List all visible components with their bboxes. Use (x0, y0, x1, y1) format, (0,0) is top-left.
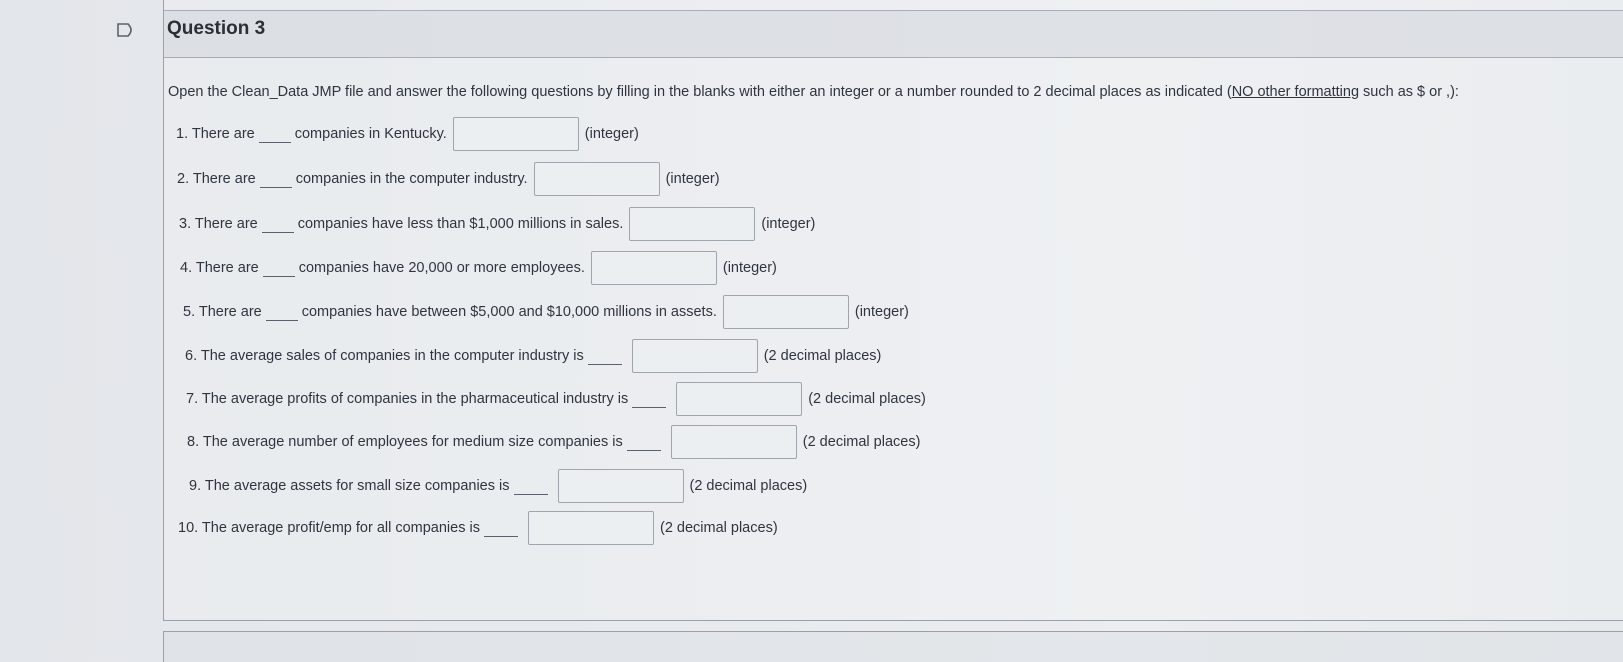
question-title: Question 3 (167, 18, 266, 39)
item-text: companies in the computer industry. (295, 171, 528, 187)
answer-input-8[interactable] (671, 425, 797, 459)
answer-input-5[interactable] (723, 295, 849, 329)
blank-line (588, 354, 622, 365)
item-text: 9. The average assets for small size companies is (189, 478, 510, 494)
item-hint: (integer) (761, 216, 816, 232)
item-hint: (2 decimal places) (763, 348, 882, 364)
item-text: 10. The average profit/emp for all companies is (178, 520, 480, 536)
item-text: companies have between $5,000 and $10,000 millions in assets. (301, 304, 717, 320)
answer-input-4[interactable] (591, 251, 717, 285)
item-hint: (integer) (722, 260, 777, 276)
question-item-2 (177, 161, 720, 197)
item-number: 4. There are (180, 260, 259, 276)
item-text: 7. The average profits of companies in the pharmaceutical industry is (186, 391, 629, 407)
instructions-lead: Open the Clean_Data JMP file and answer the following questions by filling in the blanks with either an integer or a number rounded to 2 decimal places as indicated ( (168, 84, 1232, 100)
next-question-card (163, 631, 1623, 662)
answer-input-3[interactable] (629, 207, 755, 241)
item-text: 6. The average sales of companies in the computer industry is (185, 348, 584, 364)
blank-line (262, 222, 294, 233)
blank-line (260, 177, 292, 188)
question-item-10 (178, 510, 778, 546)
blank-line (632, 397, 666, 408)
item-number: 2. There are (177, 171, 256, 187)
answer-input-2[interactable] (534, 162, 660, 196)
answer-input-1[interactable] (453, 117, 579, 151)
question-item-5 (183, 294, 909, 330)
question-instructions (168, 84, 1459, 100)
question-item-7 (186, 381, 926, 417)
question-card (163, 0, 1623, 621)
item-hint: (2 decimal places) (808, 391, 926, 407)
question-item-1 (176, 116, 639, 152)
item-hint: (2 decimal places) (659, 520, 778, 536)
blank-line (266, 310, 298, 321)
item-number: 5. There are (183, 304, 262, 320)
question-item-9 (189, 468, 807, 504)
item-hint: (integer) (584, 126, 639, 142)
blank-line (259, 132, 291, 143)
item-text: companies have less than $1,000 millions in sales. (297, 216, 624, 232)
answer-input-9[interactable] (558, 469, 684, 503)
item-text: companies in Kentucky. (294, 126, 447, 142)
answer-input-7[interactable] (676, 382, 802, 416)
question-item-8 (187, 424, 920, 460)
item-text: 8. The average number of employees for medium size companies is (187, 434, 623, 450)
question-item-3 (179, 206, 815, 242)
blank-line (484, 526, 518, 537)
item-text: companies have 20,000 or more employees. (298, 260, 585, 276)
item-number: 3. There are (179, 216, 258, 232)
item-hint: (integer) (665, 171, 720, 187)
question-header (164, 10, 1623, 58)
answer-input-10[interactable] (528, 511, 654, 545)
item-hint: (integer) (854, 304, 909, 320)
question-item-6 (185, 338, 881, 374)
item-hint: (2 decimal places) (802, 434, 921, 450)
instructions-tail: such as $ or ,): (1359, 84, 1459, 100)
blank-line (263, 266, 295, 277)
blank-line (627, 440, 661, 451)
item-number: 1. There are (176, 126, 255, 142)
blank-line (514, 484, 548, 495)
flag-question-icon[interactable] (116, 22, 136, 38)
answer-input-6[interactable] (632, 339, 758, 373)
instructions-underlined: NO other formatting (1231, 84, 1360, 100)
question-item-4 (180, 250, 777, 286)
item-hint: (2 decimal places) (689, 478, 808, 494)
